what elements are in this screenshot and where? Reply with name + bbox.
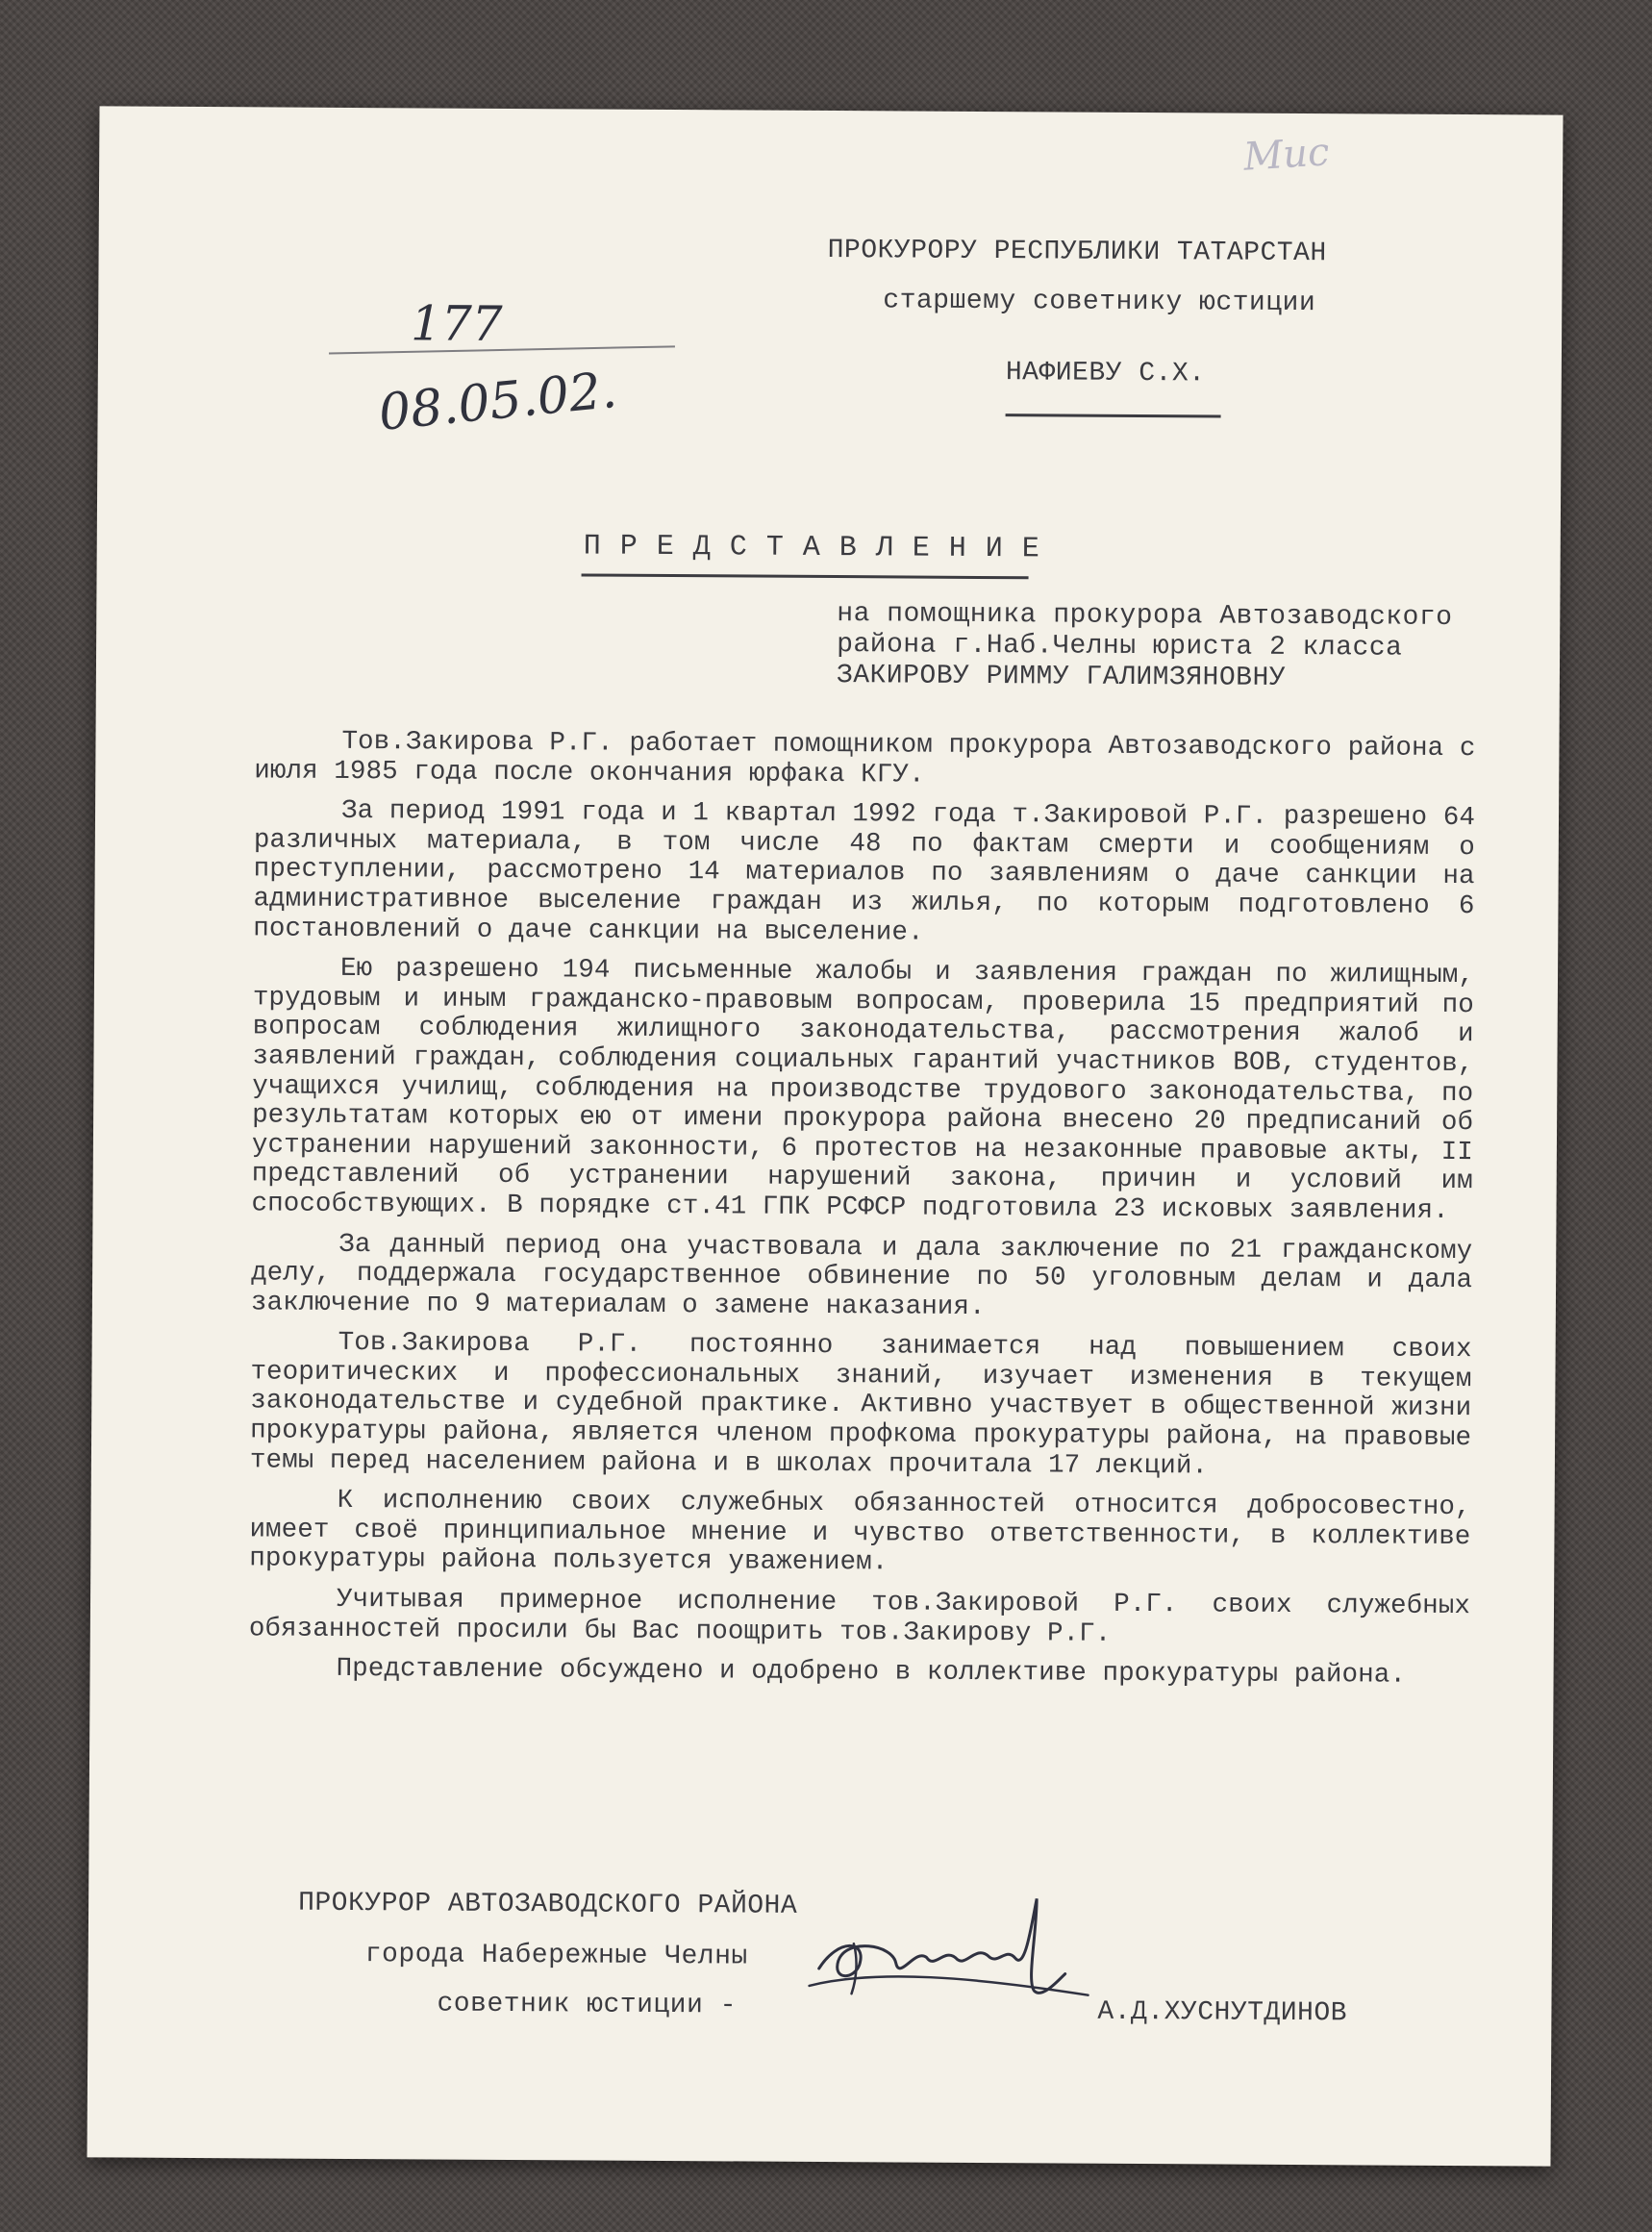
addressee-line-3: НАФИЕВУ С.Х. [1005,358,1206,389]
signer-title-line-2: города Набережные Челны [364,1940,748,1972]
body-paragraph: За данный период она участвовала и дала заключение по 21 гражданскому делу, поддержала государственное обвинение по 50 уголовным делам и дала заключение по 9 материалам о замене наказания. [250,1229,1473,1322]
subject-line-1: на помощника прокурора Автозаводского [837,599,1453,633]
body-paragraph: Учитывая примерное исполнение тов.Закировой Р.Г. своих служебных обязанностей просили бы Вас поощрить тов.Закирову Р.Г. [248,1584,1471,1649]
subject-line-3: ЗАКИРОВУ РИММУ ГАЛИМЗЯНОВНУ [836,661,1287,693]
signer-title-line-1: ПРОКУРОР АВТОЗАВОДСКОГО РАЙОНА [298,1888,798,1921]
addressee-line-2: старшему советнику юстиции [883,286,1316,319]
document-sheet [87,106,1563,2166]
body-paragraph: Тов.Закирова Р.Г. постоянно занимается над повышением своих теоритических и профессиональных знаний, изучает изменения в текущем законодательстве и судебной практике. Активно участвует в общественной жизни прокуратуры района, является членом профкома прокуратуры района, на правовые темы перед населением района и в школах прочитала 17 лекций. [249,1328,1472,1482]
addressee-underline [1006,414,1221,417]
body-paragraph: Представление обсуждено и одобрено в коллективе прокуратуры района. [336,1654,1407,1691]
addressee-line-1: ПРОКУРОРУ РЕСПУБЛИКИ ТАТАРСТАН [827,235,1327,269]
body-paragraph: Тов.Закирова Р.Г. работает помощником прокурора Автозаводского района с июля 1985 года после окончания юрфака КГУ. [254,726,1476,790]
body-paragraph: Ею разрешено 194 письменные жалобы и заявления граждан по жилищным, трудовым и иным гражданско-правовым вопросам, проверила 15 предприятий по вопросам соблюдения жилищного законодательства, рассмотрения жалоб и заявлений граждан, соблюдения социальных гарантий участников ВОВ, студентов, учащихся училищ, соблюдения на производстве трудового законодательства, по результатам которых ею от имени прокурора района внесено 20 предписаний об устранении нарушений законности, 6 протестов на незаконные правовые акты, II представлений об устранении нарушений закона, причин и условий им способствующих. В порядке ст.41 ГПК РСФСР подготовила 23 исковых заявления. [251,954,1475,1226]
signer-name: А.Д.ХУСНУТДИНОВ [1097,1996,1348,2029]
title-underline [582,573,1029,579]
corner-note: Мис [1241,130,1331,180]
body-paragraph: К исполнению своих служебных обязанностей относится добросовестно, имеет своё принципиальное мнение и чувство ответственности, в коллективе прокуратуры района пользуется уважением. [249,1486,1471,1578]
document-body [248,727,1475,1702]
body-paragraph: За период 1991 года и 1 квартал 1992 года т.Закировой Р.Г. разрешено 64 различных материала, в том числе 48 по фактам смерти и сообщениям о преступлении, рассмотрено 14 материалов по заявлениям о даче санкции на административное выселение граждан из жилья, по которым подготовлено 6 постановлений о даче санкции на выселение. [253,796,1476,948]
document-title: П Р Е Д С Т А В Л Е Н И Е [583,530,1040,566]
signer-title-line-3: советник юстиции - [437,1989,738,2021]
registration-number: 177 [410,295,503,352]
registration-date: 08.05.02. [376,361,620,442]
handwritten-signature [799,1880,1117,2017]
subject-line-2: района г.Наб.Челны юриста 2 класса [837,630,1403,664]
